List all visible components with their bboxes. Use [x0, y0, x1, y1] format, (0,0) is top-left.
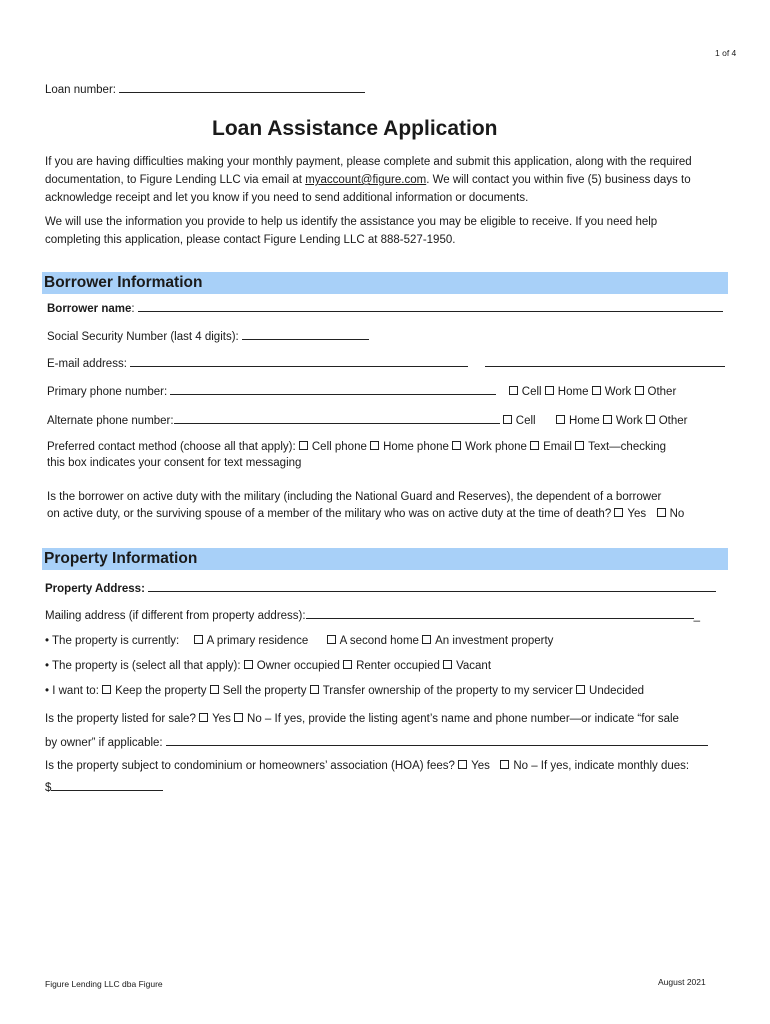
- sell-property-label: Sell the property: [222, 685, 307, 697]
- intent-row: [45, 685, 644, 697]
- contact-work-checkbox[interactable]: [452, 441, 461, 450]
- intro-text-b: . We will contact you within five (5) business days to acknowledge receipt and let you know if you need to send additional information or documents.: [45, 174, 691, 204]
- intro-paragraph-2: We will use the information you provide to help us identify the assistance you may be eligible to receive. If you need help completing this application, please contact Figure Lending LLC at 888-527-1950.: [45, 216, 658, 246]
- mailing-address-tail: _: [693, 610, 700, 622]
- primary-home-label: Home: [557, 386, 589, 398]
- contact-work-label: Work phone: [465, 441, 527, 453]
- hoa-question: Is the property subject to condominium or homeowners’ association (HOA) fees?: [45, 760, 455, 772]
- listed-no-checkbox[interactable]: [234, 713, 243, 722]
- alternate-phone-field[interactable]: [174, 412, 500, 424]
- borrower-heading: Borrower Information: [44, 274, 203, 291]
- mailing-address-field[interactable]: [306, 607, 694, 619]
- borrower-name-row: [47, 300, 723, 315]
- listed-for-sale-row: [45, 713, 679, 725]
- loan-number-label: Loan number:: [45, 84, 116, 96]
- listed-no-label: No – If yes, provide the listing agent’s name and phone number—or indicate “for sale: [247, 713, 679, 725]
- email-field[interactable]: [130, 355, 468, 367]
- listed-yes-checkbox[interactable]: [199, 713, 208, 722]
- property-occupancy-label: The property is (select all that apply):: [52, 660, 241, 672]
- primary-cell-checkbox[interactable]: [509, 386, 518, 395]
- property-address-field[interactable]: [148, 580, 716, 592]
- ssn-field[interactable]: [242, 328, 369, 340]
- investment-property-label: An investment property: [435, 635, 554, 647]
- primary-phone-row: [47, 383, 676, 398]
- primary-residence-label: A primary residence: [206, 635, 309, 647]
- contact-text-checkbox[interactable]: [575, 441, 584, 450]
- intent-label: I want to:: [52, 685, 99, 697]
- property-section-header: [42, 548, 728, 570]
- sell-property-checkbox[interactable]: [210, 685, 219, 694]
- primary-work-label: Work: [604, 386, 632, 398]
- alternate-work-label: Work: [615, 415, 643, 427]
- mailing-address-label: Mailing address (if different from property address):: [45, 610, 306, 622]
- loan-number-row: [45, 81, 365, 96]
- hoa-dues-row: [45, 779, 163, 794]
- keep-property-label: Keep the property: [115, 685, 207, 697]
- primary-phone-field[interactable]: [170, 383, 496, 395]
- contact-cell-label: Cell phone: [311, 441, 367, 453]
- primary-other-label: Other: [647, 386, 677, 398]
- primary-residence-checkbox[interactable]: [194, 635, 203, 644]
- ssn-row: [47, 328, 369, 343]
- military-yes-checkbox[interactable]: [614, 508, 623, 517]
- transfer-ownership-label: Transfer ownership of the property to my servicer: [322, 685, 573, 697]
- contact-email-checkbox[interactable]: [530, 441, 539, 450]
- alternate-cell-label: Cell: [515, 415, 536, 427]
- transfer-ownership-checkbox[interactable]: [310, 685, 319, 694]
- undecided-checkbox[interactable]: [576, 685, 585, 694]
- footer-company: Figure Lending LLC dba Figure: [45, 979, 163, 989]
- bullet-icon: •: [45, 660, 50, 672]
- renter-occupied-label: Renter occupied: [356, 660, 440, 672]
- military-question-text: on active duty, or the surviving spouse of a member of the military who was on active duty at the time of death?: [47, 508, 612, 520]
- property-address-row: [45, 580, 716, 595]
- contact-email-link[interactable]: myaccount@figure.com: [305, 174, 427, 186]
- hoa-yes-label: Yes: [471, 760, 490, 772]
- renter-occupied-checkbox[interactable]: [343, 660, 352, 669]
- military-no-checkbox[interactable]: [657, 508, 666, 517]
- military-question-line-1: Is the borrower on active duty with the military (including the National Guard and Reserves), the dependent of a borrower: [47, 491, 662, 503]
- contact-text-label: Text—checking: [588, 441, 667, 453]
- military-yes-label: Yes: [627, 508, 647, 520]
- intro-paragraph-1: [45, 153, 710, 207]
- alternate-phone-label: Alternate phone number:: [47, 415, 174, 427]
- listing-agent-field[interactable]: [166, 734, 708, 746]
- contact-email-label: Email: [543, 441, 572, 453]
- mailing-address-row: [45, 607, 700, 622]
- email-field-2[interactable]: [485, 355, 725, 367]
- listed-agent-row: [45, 734, 708, 749]
- page-title: Loan Assistance Application: [212, 117, 498, 140]
- investment-property-checkbox[interactable]: [422, 635, 431, 644]
- alternate-other-label: Other: [658, 415, 688, 427]
- listed-question: Is the property listed for sale?: [45, 713, 196, 725]
- owner-occupied-label: Owner occupied: [256, 660, 340, 672]
- property-currently-row: [45, 635, 553, 647]
- undecided-label: Undecided: [589, 685, 644, 697]
- primary-home-checkbox[interactable]: [545, 386, 554, 395]
- hoa-dues-field[interactable]: [51, 779, 163, 791]
- hoa-yes-checkbox[interactable]: [458, 760, 467, 769]
- property-address-label: Property Address:: [45, 583, 145, 595]
- contact-method-row: [47, 441, 666, 453]
- vacant-label: Vacant: [456, 660, 492, 672]
- primary-other-checkbox[interactable]: [635, 386, 644, 395]
- borrower-section-header: [42, 272, 728, 294]
- bullet-icon: •: [45, 635, 50, 647]
- property-heading: Property Information: [44, 550, 198, 567]
- email-label: E-mail address:: [47, 358, 127, 370]
- contact-method-label: Preferred contact method (choose all that apply):: [47, 441, 296, 453]
- alternate-other-checkbox[interactable]: [646, 415, 655, 424]
- loan-number-field[interactable]: [119, 81, 365, 93]
- alternate-phone-row: [47, 412, 688, 427]
- keep-property-checkbox[interactable]: [102, 685, 111, 694]
- property-occupancy-row: [45, 660, 491, 672]
- contact-cell-checkbox[interactable]: [299, 441, 308, 450]
- ssn-label: Social Security Number (last 4 digits):: [47, 331, 239, 343]
- borrower-name-field[interactable]: [138, 300, 723, 312]
- contact-home-label: Home phone: [383, 441, 449, 453]
- contact-home-checkbox[interactable]: [370, 441, 379, 450]
- property-currently-label: The property is currently:: [52, 635, 180, 647]
- primary-work-checkbox[interactable]: [592, 386, 601, 395]
- hoa-no-label: No – If yes, indicate monthly dues:: [513, 760, 690, 772]
- second-home-label: A second home: [339, 635, 419, 647]
- footer-date: August 2021: [658, 977, 706, 987]
- email-row: [47, 355, 725, 370]
- alternate-work-checkbox[interactable]: [603, 415, 612, 424]
- primary-cell-label: Cell: [521, 386, 542, 398]
- military-question-line-2: [47, 508, 684, 520]
- borrower-name-colon: :: [131, 303, 135, 315]
- listed-agent-label: by owner” if applicable:: [45, 737, 163, 749]
- primary-phone-label: Primary phone number:: [47, 386, 168, 398]
- second-home-checkbox[interactable]: [327, 635, 336, 644]
- alternate-cell-checkbox[interactable]: [503, 415, 512, 424]
- intro-text-a: If you are having difficulties making your monthly payment, please complete and submit this application, along with the required documentation, to Figure Lending LLC via email at: [45, 156, 692, 186]
- alternate-home-checkbox[interactable]: [556, 415, 565, 424]
- hoa-row: [45, 760, 689, 772]
- page-number: 1 of 4: [715, 48, 737, 58]
- dollar-sign: $: [45, 782, 52, 794]
- owner-occupied-checkbox[interactable]: [244, 660, 253, 669]
- borrower-name-label: Borrower name: [47, 303, 132, 315]
- bullet-icon: •: [45, 685, 50, 697]
- military-no-label: No: [669, 508, 685, 520]
- vacant-checkbox[interactable]: [443, 660, 452, 669]
- listed-yes-label: Yes: [212, 713, 231, 725]
- hoa-no-checkbox[interactable]: [500, 760, 509, 769]
- alternate-home-label: Home: [569, 415, 600, 427]
- contact-method-note: this box indicates your consent for text messaging: [47, 457, 302, 469]
